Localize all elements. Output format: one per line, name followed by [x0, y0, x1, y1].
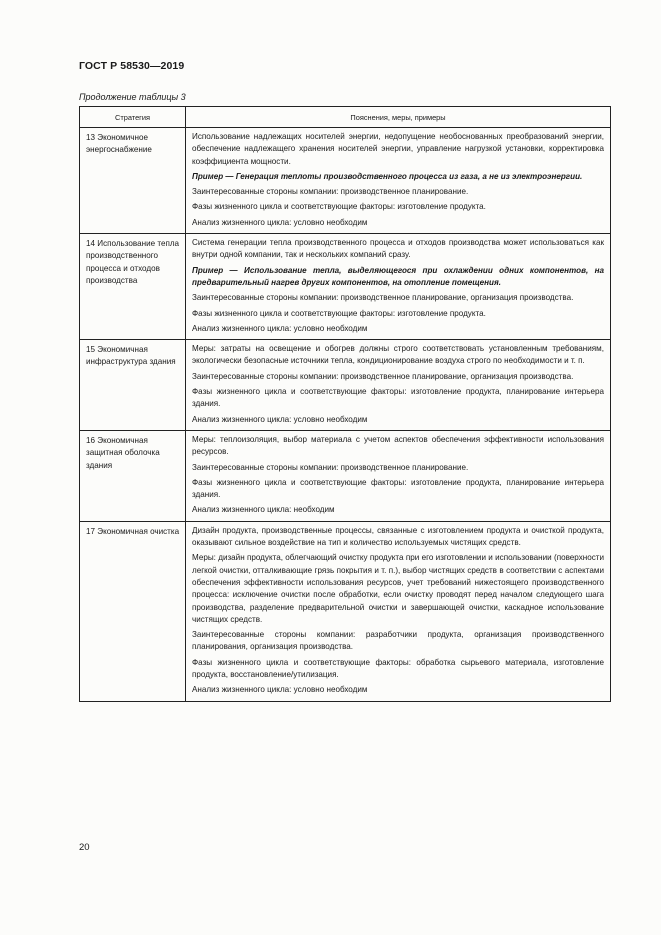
- explanation-cell: [186, 128, 611, 234]
- explanation-cell: [186, 521, 611, 701]
- explanation-cell: [186, 234, 611, 340]
- measures-paragraph: Меры: дизайн продукта, облегчающий очистку продукта при его изготовлении и использовании (поверхности легкой очистки, отталкивающие грязь покрытия и т. п.), выбор чистящих средств в соответствии с аспектами обеспечения эффективности использования ресурсов, учет требований нижестоящего производственного процесса: исключение очистки после обработки, если очистку проводят перед началом следующего шага производства, разделение предварительной очистки и завершающей очистки, каскадное использование чистящих средств.: [192, 553, 604, 624]
- table-row: [80, 128, 611, 234]
- explanation-cell: [186, 340, 611, 431]
- table-row: [80, 430, 611, 521]
- lca-paragraph: Анализ жизненного цикла: условно необходим: [192, 217, 368, 227]
- stakeholders-paragraph: Заинтересованные стороны компании: производственное планирование, организация производства.: [192, 293, 574, 303]
- strategy-cell: 14 Использование тепла производственного процесса и отходов производства: [80, 234, 186, 340]
- stakeholders-paragraph: Заинтересованные стороны компании: производственное планирование.: [192, 187, 469, 197]
- column-header-explanations: Пояснения, меры, примеры: [186, 107, 611, 128]
- example-paragraph: Пример — Генерация теплоты производственного процесса из газа, а не из электроэнергии.: [192, 171, 583, 181]
- table-row: [80, 234, 611, 340]
- stakeholders-paragraph: Заинтересованные стороны компании: разработчики продукта, организация производственного планирования, организация производства.: [192, 630, 604, 652]
- example-paragraph: Пример — Использование тепла, выделяющегося при охлаждении одних компонентов, на предварительный нагрев других компонентов, на отопление помещения.: [192, 265, 604, 287]
- lca-paragraph: Анализ жизненного цикла: условно необходим: [192, 414, 368, 424]
- strategy-cell: 13 Экономичное энергоснабжение: [80, 128, 186, 234]
- table-header-row: [80, 107, 611, 128]
- lifecycle-paragraph: Фазы жизненного цикла и соответствующие факторы: изготовление продукта.: [192, 308, 486, 318]
- table-row: [80, 340, 611, 431]
- explanation-paragraph: Дизайн продукта, производственные процессы, связанные с изготовлением продукта и очисткой продукта, оказывают сильное воздействие на тип и количество используемых чистящих средств.: [192, 525, 604, 548]
- explanation-paragraph: Система генерации тепла производственного процесса и отходов производства может использоваться как внутри одной компании, так и нескольких компаний сразу.: [192, 238, 604, 260]
- measures-paragraph: Меры: затраты на освещение и обогрев должны строго соответствовать установленным требованиям, экологически безопасные источники тепла, кондиционирование воздуха строго по необходимости и т. п.: [192, 344, 604, 366]
- stakeholders-paragraph: Заинтересованные стороны компании: производственное планирование.: [192, 462, 469, 472]
- lca-paragraph: Анализ жизненного цикла: необходим: [192, 505, 335, 515]
- table-caption: Продолжение таблицы 3: [79, 92, 186, 102]
- lifecycle-paragraph: Фазы жизненного цикла и соответствующие факторы: изготовление продукта.: [192, 202, 486, 212]
- strategy-cell: 17 Экономичная очистка: [80, 521, 186, 701]
- document-header: ГОСТ Р 58530—2019: [79, 60, 185, 72]
- table-row: [80, 521, 611, 701]
- strategies-table: [79, 106, 611, 702]
- lca-paragraph: Анализ жизненного цикла: условно необходим: [192, 323, 368, 333]
- lca-paragraph: Анализ жизненного цикла: условно необходим: [192, 685, 368, 695]
- strategy-cell: 16 Экономичная защитная оболочка здания: [80, 430, 186, 521]
- explanation-paragraph: Использование надлежащих носителей энергии, недопущение необоснованных преобразований энергии, обеспечение надлежащего хранения носителей энергии, управление нагрузкой установки, корректировка коэффициента мощности.: [192, 132, 604, 166]
- lifecycle-paragraph: Фазы жизненного цикла и соответствующие факторы: изготовление продукта, планирование интерьера здания.: [192, 387, 604, 409]
- stakeholders-paragraph: Заинтересованные стороны компании: производственное планирование, организация производства.: [192, 371, 574, 381]
- explanation-cell: [186, 430, 611, 521]
- lifecycle-paragraph: Фазы жизненного цикла и соответствующие факторы: изготовление продукта, планирование интерьера здания.: [192, 477, 604, 500]
- column-header-strategy: Стратегия: [80, 107, 186, 128]
- page-number: 20: [79, 842, 90, 853]
- strategy-cell: 15 Экономичная инфраструктура здания: [80, 340, 186, 431]
- measures-paragraph: Меры: теплоизоляция, выбор материала с учетом аспектов обеспечения эффективности использования ресурсов.: [192, 434, 604, 457]
- lifecycle-paragraph: Фазы жизненного цикла и соответствующие факторы: обработка сырьевого материала, изготовление продукта, восстановление/утилизация.: [192, 657, 604, 679]
